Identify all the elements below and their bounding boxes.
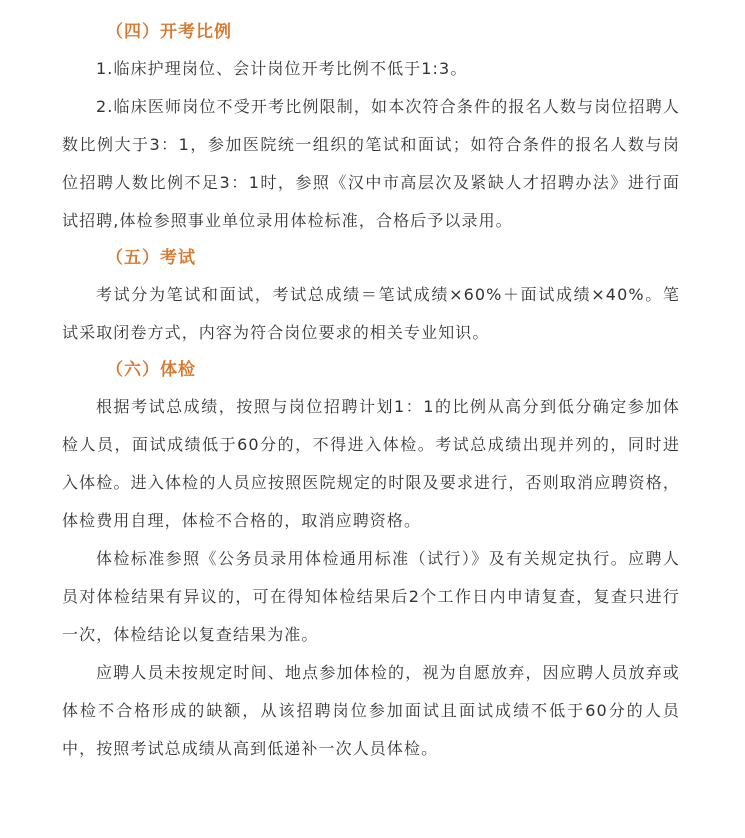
paragraph: 应聘人员未按规定时间、地点参加体检的，视为自愿放弃，因应聘人员放弃或体检不合格形成的缺额，从该招聘岗位参加面试且面试成绩不低于60分的人员中，按照考试总成绩从高到低递补一次人员体检。 — [62, 663, 680, 758]
section-heading-4: （四）开考比例 — [106, 22, 232, 42]
paragraph: 考试分为笔试和面试，考试总成绩＝笔试成绩×60%＋面试成绩×40%。笔试采取闭卷方式，内容为符合岗位要求的相关专业知识。 — [62, 285, 680, 342]
paragraph: 2.临床医师岗位不受开考比例限制，如本次符合条件的报名人数与岗位招聘人数比例大于3：1，参加医院统一组织的笔试和面试；如符合条件的报名人数与岗位招聘人数比例不足3：1时，参照《汉中市高层次及紧缺人才招聘办法》进行面试招聘,体检参照事业单位录用体检标准，合格后予以录用。 — [62, 97, 680, 230]
paragraph: 根据考试总成绩，按照与岗位招聘计划1：1的比例从高分到低分确定参加体检人员，面试成绩低于60分的，不得进入体检。考试总成绩出现并列的，同时进入体检。进入体检的人员应按照医院规定的时限及要求进行，否则取消应聘资格，体检费用自理，体检不合格的，取消应聘资格。 — [62, 397, 680, 530]
section-heading-5: （五）考试 — [106, 248, 196, 268]
paragraph: 1.临床护理岗位、会计岗位开考比例不低于1:3。 — [96, 59, 468, 78]
document-body — [62, 14, 680, 768]
paragraph: 体检标准参照《公务员录用体检通用标准（试行）》及有关规定执行。应聘人员对体检结果有异议的，可在得知体检结果后2个工作日内申请复查，复查只进行一次，体检结论以复查结果为准。 — [62, 549, 680, 644]
section-heading-6: （六）体检 — [106, 360, 196, 380]
